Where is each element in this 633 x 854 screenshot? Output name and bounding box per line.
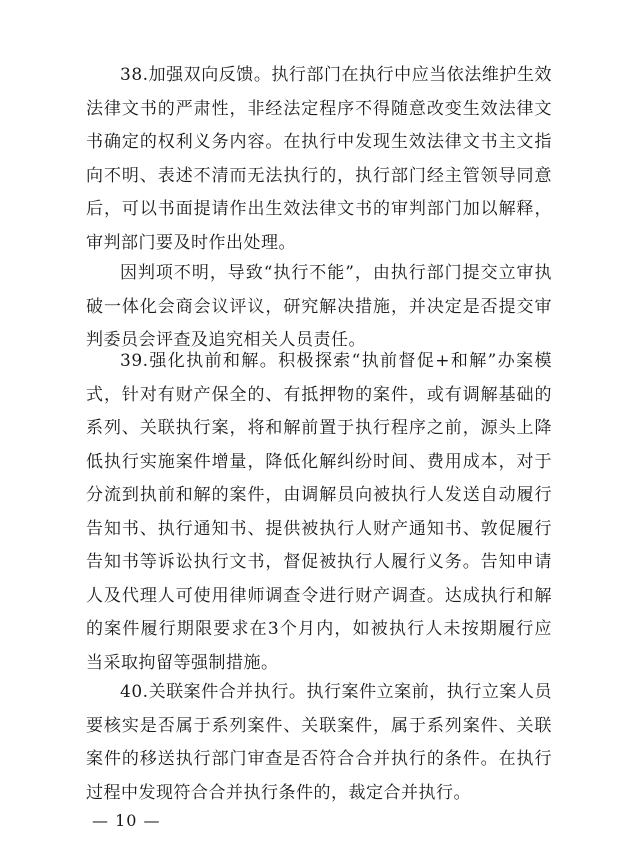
page-number: — 10 — <box>92 811 161 830</box>
paragraph-40: 40.关联案件合并执行。执行案件立案前，执行立案人员要核实是否属于系列案件、关联案件，属于系列案件、关联案件的移送执行部门审查是否符合合并执行的条件。在执行过程中发现符合合并执行条件的，裁定合并执行。 <box>86 682 552 803</box>
paragraph-38: 38.加强双向反馈。执行部门在执行中应当依法维护生效法律文书的严肃性，非经法定程序不得随意改变生效法律文书确定的权利义务内容。在执行中发现生效法律文书主文指向不明、表述不清而无法执行的，执行部门经主管领导同意后，可以书面提请作出生效法律文书的审判部门加以解释，审判部门要及时作出处理。 <box>86 65 552 253</box>
paragraph-38-continuation: 因判项不明，导致“执行不能”，由执行部门提交立审执破一体化会商会议评议，研究解决措施，并决定是否提交审判委员会评查及追究相关人员责任。 <box>86 263 552 350</box>
paragraph-39: 39.强化执前和解。积极探索“执前督促+和解”办案模式，针对有财产保全的、有抵押物的案件，或有调解基础的系列、关联执行案，将和解前置于执行程序之前，源头上降低执行实施案件增量，降低化解纠纷时间、费用成本，对于分流到执前和解的案件，由调解员向被执行人发送自动履行告知书、执行通知书、提供被执行人财产通知书、敦促履行告知书等诉讼执行文书，督促被执行人履行义务。告知申请人及代理人可使用律师调查令进行财产调查。达成执行和解的案件履行期限要求在3个月内，如被执行人未按期履行应当采取拘留等强制措施。 <box>86 351 552 673</box>
